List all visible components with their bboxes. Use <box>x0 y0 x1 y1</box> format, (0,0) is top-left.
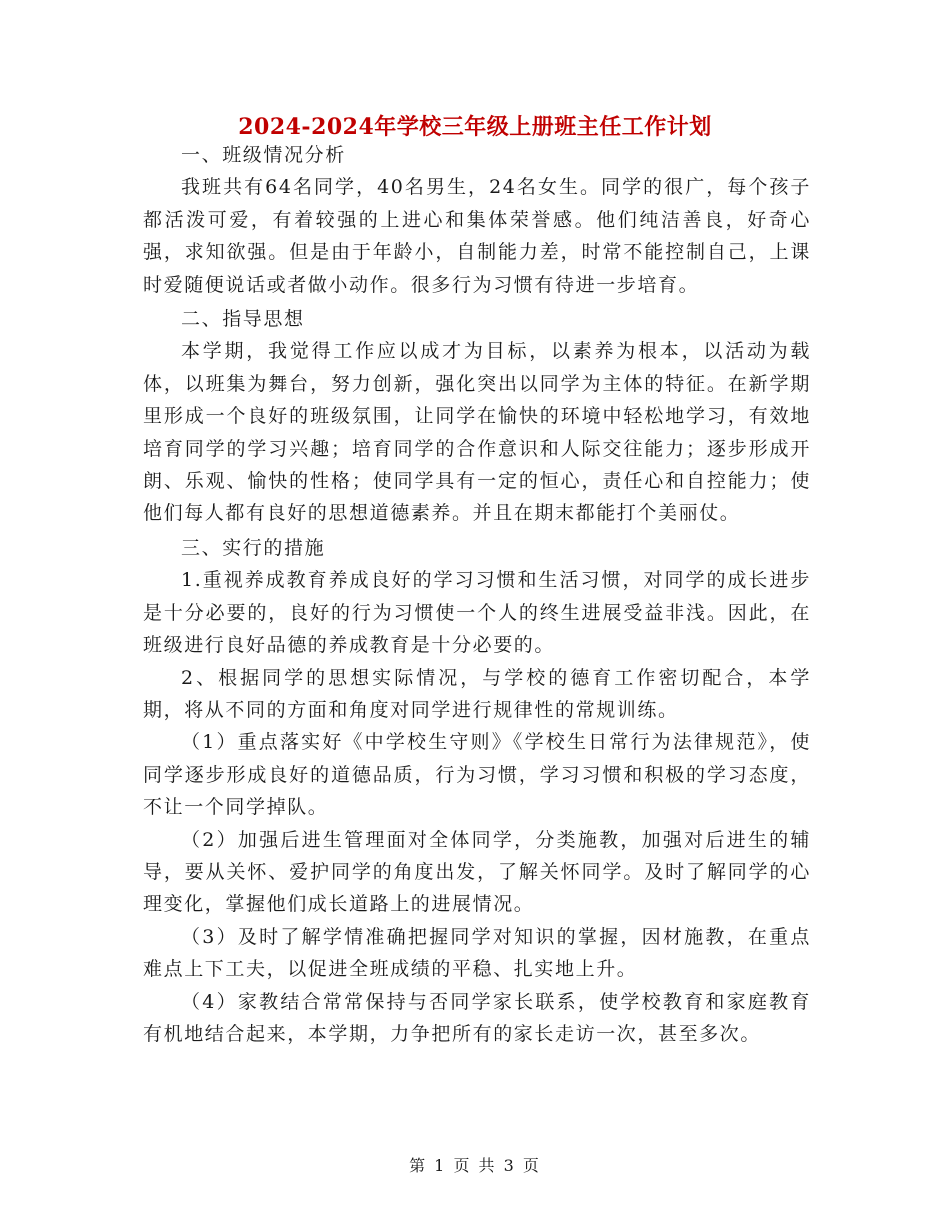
paragraph-class-analysis: 我班共有64名同学，40名男生，24名女生。同学的很广，每个孩子都活泼可爱，有着较强的上进心和集体荣誉感。他们纯洁善良，好奇心强，求知欲强。但是由于年龄小，自制能力差，时常不能控制自己，上课时爱随便说话或者做小动作。很多行为习惯有待进一步培育。 <box>143 176 811 296</box>
section-heading-guiding-thought: 二、指导思想 <box>181 308 305 331</box>
document-title: 2024-2024年学校三年级上册班主任工作计划 <box>238 114 712 140</box>
paragraph-measure-2-3: （3）及时了解学情准确把握同学对知识的掌握，因材施教，在重点难点上下工夫，以促进全班成绩的平稳、扎实地上升。 <box>143 925 811 981</box>
paragraph-measure-2-1: （1）重点落实好《中学校生守则》《学校生日常行为法律规范》，使同学逐步形成良好的道德品质，行为习惯，学习习惯和积极的学习态度，不让一个同学掉队。 <box>143 731 811 819</box>
paragraph-measure-2-4: （4）家教结合常常保持与否同学家长联系，使学校教育和家庭教育有机地结合起来，本学期，力争把所有的家长走访一次，甚至多次。 <box>143 990 811 1045</box>
paragraph-measure-2-2: （2）加强后进生管理面对全体同学，分类施教，加强对后进生的辅导，要从关怀、爱护同学的角度出发，了解关怀同学。及时了解同学的心理变化，掌握他们成长道路上的进展情况。 <box>143 828 811 916</box>
section-heading-measures: 三、实行的措施 <box>181 536 326 559</box>
paragraph-measure-1: 1.重视养成教育养成良好的学习习惯和生活习惯，对同学的成长进步是十分必要的，良好的行为习惯使一个人的终生进展受益非浅。因此，在班级进行良好品德的养成教育是十分必要的。 <box>143 569 811 657</box>
paragraph-guiding-thought: 本学期，我觉得工作应以成才为目标，以素养为根本，以活动为载体，以班集为舞台，努力创新，强化突出以同学为主体的特征。在新学期里形成一个良好的班级氛围，让同学在愉快的环境中轻松地学习，有效地培育同学的学习兴趣；培育同学的合作意识和人际交往能力；逐步形成开朗、乐观、愉快的性格；使同学具有一定的恒心，责任心和自控能力；使他们每人都有良好的思想道德素养。并且在期末都能打个美丽仗。 <box>143 340 811 525</box>
document-body <box>143 137 811 1050</box>
section-heading-class-analysis: 一、班级情况分析 <box>181 144 346 166</box>
paragraph-measure-2: 2、根据同学的思想实际情况，与学校的德育工作密切配合，本学期，将从不同的方面和角度对同学进行规律性的常规训练。 <box>143 666 811 721</box>
page-number-footer: 第 1 页 共 3 页 <box>409 1156 541 1175</box>
